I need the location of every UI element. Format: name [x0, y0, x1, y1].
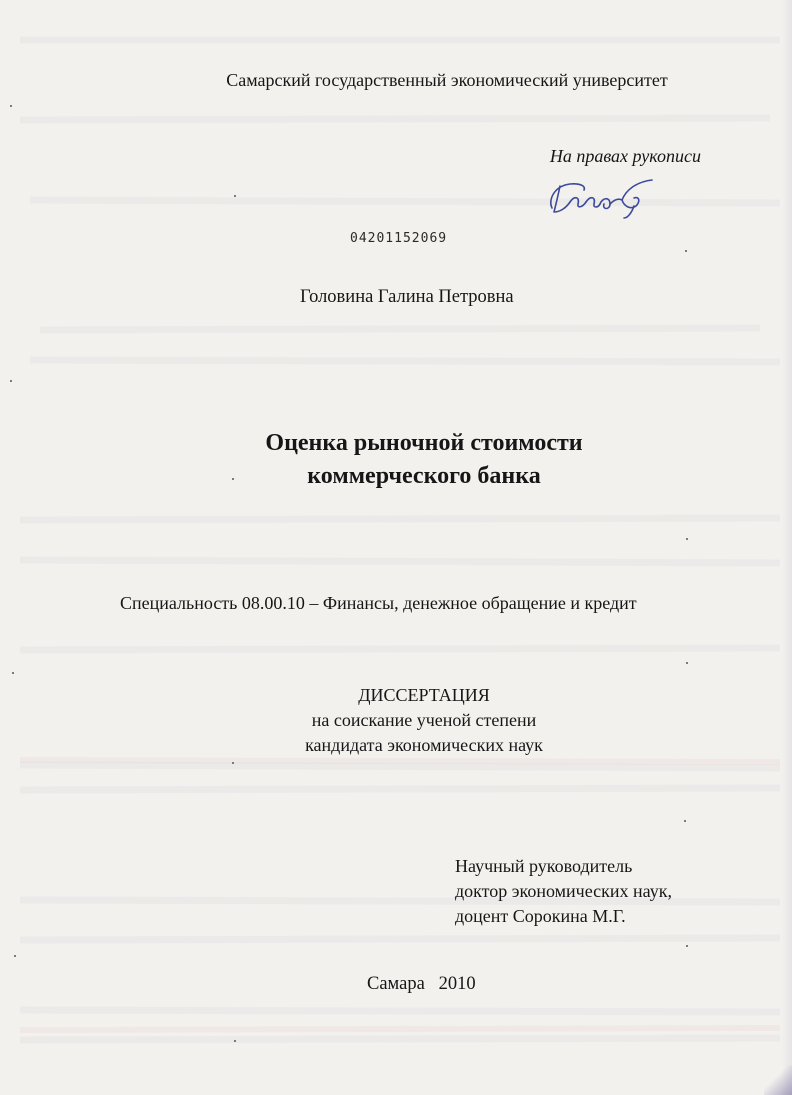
registration-code: 04201152069: [350, 231, 448, 246]
city-year: Самара 2010: [367, 974, 476, 994]
university-name: Самарский государственный экономический университет: [226, 70, 668, 90]
author-name: Головина Галина Петровна: [300, 287, 514, 307]
scan-speck: [10, 105, 12, 107]
scan-speck: [232, 478, 234, 480]
scan-speck: [686, 538, 688, 540]
scan-speck: [10, 380, 12, 382]
scan-speck: [686, 662, 688, 664]
degree-line-2: кандидата экономических наук: [305, 735, 543, 755]
manuscript-note: На правах рукописи: [549, 146, 701, 166]
scan-speck: [684, 820, 686, 822]
scan-speck: [234, 1040, 236, 1042]
advisor-name: доцент Сорокина М.Г.: [455, 906, 626, 926]
scan-speck: [685, 250, 687, 252]
advisor-degree: доктор экономических наук,: [455, 881, 672, 901]
handwritten-signature: [540, 178, 690, 220]
page-corner-shadow: [764, 1065, 792, 1095]
specialty: Специальность 08.00.10 – Финансы, денежное обращение и кредит: [120, 593, 637, 613]
scan-speck: [232, 762, 234, 764]
page-edge-shadow: [782, 0, 792, 1095]
scan-speck: [14, 955, 16, 957]
scan-speck: [12, 672, 14, 674]
scan-speck: [234, 195, 236, 197]
advisor-role: Научный руководитель: [455, 856, 633, 876]
degree-line-1: на соискание ученой степени: [311, 710, 537, 730]
scan-speck: [686, 945, 688, 947]
dissertation-heading: ДИССЕРТАЦИЯ: [358, 685, 490, 705]
thesis-title-line-2: коммерческого банка: [307, 463, 541, 489]
thesis-title-line-1: Оценка рыночной стоимости: [265, 430, 583, 456]
